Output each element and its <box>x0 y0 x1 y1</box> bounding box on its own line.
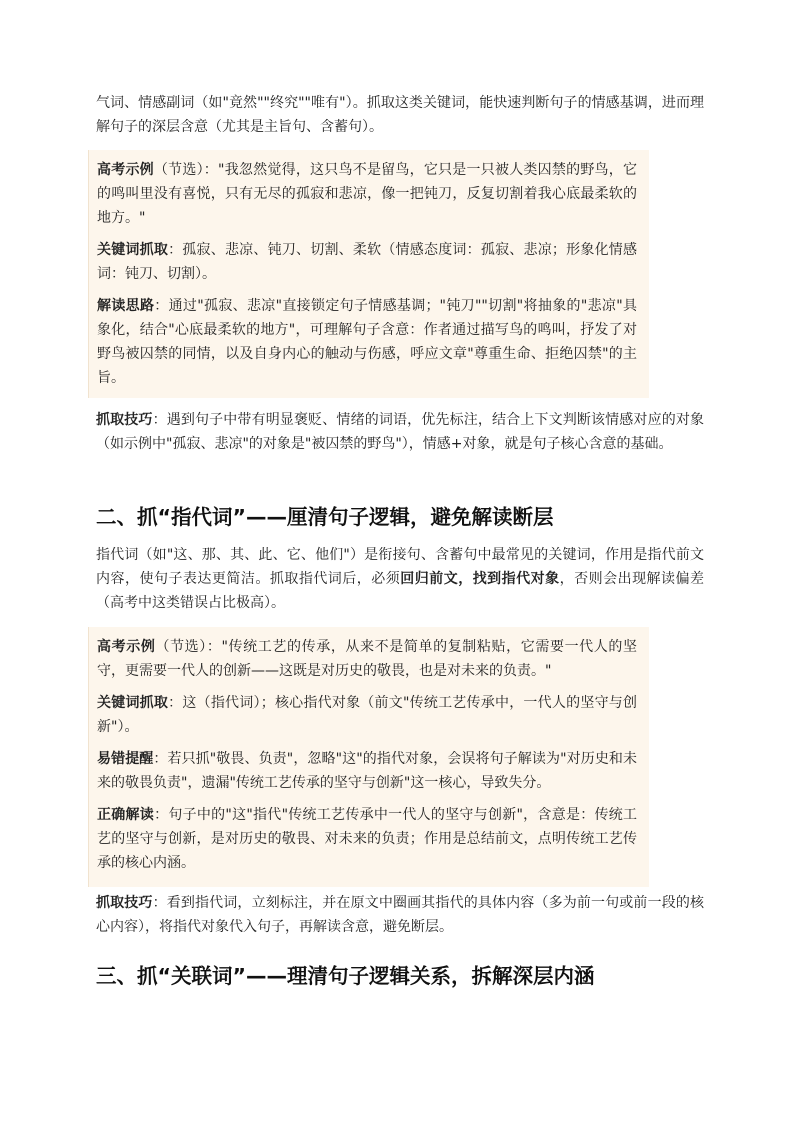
analysis-block <box>97 294 649 398</box>
keyword-block <box>97 691 649 739</box>
example-block <box>97 150 649 230</box>
tip-paragraph-2 <box>96 891 704 939</box>
keyword-text: ：孤寂、悲凉、钝刀、切割、柔软（情感态度词：孤寂、悲凉；形象化情感词：钝刀、切割）。 <box>97 242 638 282</box>
error-text: ：若只抓"敬畏、负责"，忽略"这"的指代对象，会误将句子解读为"对历史和未来的敬畏负责"，遗漏"传统工艺传承的坚守与创新"这一核心，导致失分。 <box>97 751 638 791</box>
error-block <box>97 747 649 795</box>
section-2-text-a: 指代词（如"这、那、其、此、它、他们"）是衔接句、含蓄句中最常见的关键词，作用是指代前文内容，使句子表达更简洁。抓取指代词后，必须 <box>96 547 704 587</box>
example-text: （节选）："传统工艺的传承，从来不是简单的复制粘贴，它需要一代人的坚守，更需要一代人的创新——这既是对历史的敬畏，也是对未来的负责。" <box>97 639 638 679</box>
example-label: 高考示例 <box>97 162 154 178</box>
example-paragraph <box>97 635 637 683</box>
analysis-text: ：通过"孤寂、悲凉"直接锁定句子情感基调；"钝刀""切割"将抽象的"悲凉"具象化，结合"心底最柔软的地方"，可理解句子含意：作者通过描写鸟的鸣叫，抒发了对野鸟被囚禁的同情，以及自身内心的触动与伤感，呼应文章"尊重生命、拒绝囚禁"的主旨。 <box>97 298 637 386</box>
error-label: 易错提醒 <box>97 751 154 767</box>
tip-label: 抓取技巧 <box>96 895 153 911</box>
example-label: 高考示例 <box>97 639 156 655</box>
tip-label: 抓取技巧 <box>96 412 153 428</box>
tip-text: ：看到指代词，立刻标注，并在原文中圈画其指代的具体内容（多为前一句或前一段的核心内容），将指代对象代入句子，再解读含意，避免断层。 <box>96 895 705 935</box>
section-2-emphasis: 回归前文，找到指代对象 <box>400 571 560 587</box>
example-box-1 <box>88 150 649 398</box>
keyword-block <box>97 238 649 286</box>
correct-block <box>97 803 649 887</box>
tip-paragraph-1 <box>96 408 704 456</box>
analysis-paragraph <box>97 294 637 390</box>
section-2-paragraph <box>96 543 704 615</box>
error-paragraph <box>97 747 637 795</box>
keyword-label: 关键词抓取 <box>97 695 169 711</box>
example-box-2 <box>88 627 649 887</box>
correct-paragraph <box>97 803 637 875</box>
section-2-text-b: ，否则会出现解读偏差（高考中这类错误占比极高）。 <box>96 571 705 611</box>
example-text: （节选）："我忽然觉得，这只鸟不是留鸟，它只是一只被人类囚禁的野鸟，它的鸣叫里没有喜悦，只有无尽的孤寂和悲凉，像一把钝刀，反复切割着我心底最柔软的地方。" <box>97 162 638 226</box>
section-heading-2: 二、抓“指代词”——厘清句子逻辑，避免解读断层 <box>96 505 554 529</box>
keyword-text: ：这（指代词）；核心指代对象（前文"传统工艺传承中，一代人的坚守与创新"）。 <box>97 695 638 735</box>
intro-paragraph: 气词、情感副词（如"竟然""终究""唯有"）。抓取这类关键词，能快速判断句子的情感基调，进而理解句子的深层含意（尤其是主旨句、含蓄句）。 <box>96 95 704 135</box>
correct-label: 正确解读 <box>97 807 155 823</box>
section-heading-3: 三、抓“关联词”——理清句子逻辑关系，拆解深层内涵 <box>96 964 595 988</box>
analysis-label: 解读思路 <box>97 298 155 314</box>
keyword-paragraph <box>97 238 637 286</box>
tip-text: ：遇到句子中带有明显褒贬、情绪的词语，优先标注，结合上下文判断该情感对应的对象（如示例中"孤寂、悲凉"的对象是"被囚禁的野鸟"），情感+对象，就是句子核心含意的基础。 <box>96 412 705 452</box>
keyword-label: 关键词抓取 <box>97 242 169 258</box>
example-block <box>97 627 649 683</box>
keyword-paragraph <box>97 691 637 739</box>
example-paragraph <box>97 158 637 230</box>
correct-text: ：句子中的"这"指代"传统工艺传承中一代人的坚守与创新"，含意是：传统工艺的坚守与创新，是对历史的敬畏、对未来的负责；作用是总结前文，点明传统工艺传承的核心内涵。 <box>97 807 638 871</box>
